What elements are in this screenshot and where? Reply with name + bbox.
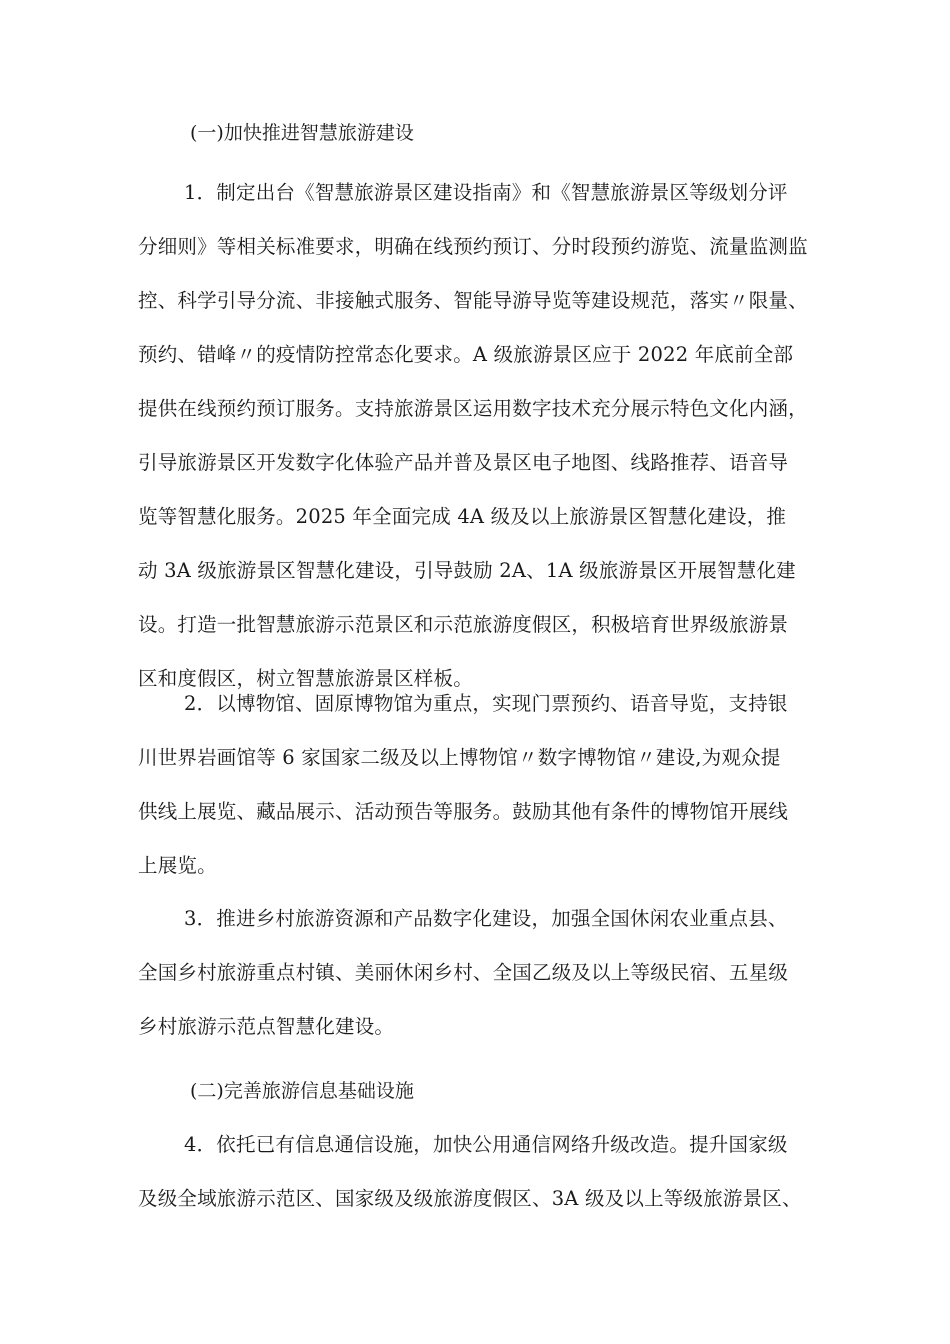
paragraph-line: 设。打造一批智慧旅游示范景区和示范旅游度假区，积极培育世界级旅游景	[138, 613, 789, 636]
paragraph-line: 2．以博物馆、固原博物馆为重点，实现门票预约、语音导览，支持银	[184, 692, 788, 715]
paragraph-line: 引导旅游景区开发数字化体验产品并普及景区电子地图、线路推荐、语音导	[138, 451, 789, 474]
paragraph-line: 乡村旅游示范点智慧化建设。	[138, 1015, 395, 1038]
section-heading-1: (一)加快推进智慧旅游建设	[190, 122, 414, 144]
paragraph-line: 全国乡村旅游重点村镇、美丽休闲乡村、全国乙级及以上等级民宿、五星级	[138, 961, 789, 984]
paragraph-line: 及级全域旅游示范区、国家级及级旅游度假区、3A 级及以上等级旅游景区、	[138, 1187, 802, 1210]
paragraph-line: 川世界岩画馆等 6 家国家二级及以上博物馆〃数字博物馆〃建设,为观众提	[138, 746, 781, 769]
paragraph-line: 控、科学引导分流、非接触式服务、智能导游导览等建设规范，落实〃限量、	[138, 289, 808, 312]
paragraph-line: 提供在线预约预订服务。支持旅游景区运用数字技术充分展示特色文化内涵，	[138, 397, 808, 420]
paragraph-line: 览等智慧化服务。2025 年全面完成 4A 级及以上旅游景区智慧化建设，推	[138, 505, 787, 528]
paragraph-line: 分细则》等相关标准要求，明确在线预约预订、分时段预约游览、流量监测监	[138, 235, 808, 258]
paragraph-line: 1．制定出台《智慧旅游景区建设指南》和《智慧旅游景区等级划分评	[184, 181, 788, 204]
paragraph-item-3	[138, 892, 828, 1054]
paragraph-item-1	[138, 166, 828, 706]
section-heading-2: (二)完善旅游信息基础设施	[190, 1080, 414, 1102]
paragraph-line: 上展览。	[138, 854, 217, 877]
paragraph-line: 预约、错峰〃的疫情防控常态化要求。A 级旅游景区应于 2022 年底前全部	[138, 343, 794, 366]
paragraph-line: 区和度假区，树立智慧旅游景区样板。	[138, 667, 473, 690]
paragraph-item-2	[138, 677, 828, 893]
paragraph-line: 4．依托已有信息通信设施，加快公用通信网络升级改造。提升国家级	[184, 1133, 788, 1156]
paragraph-line: 3．推进乡村旅游资源和产品数字化建设，加强全国休闲农业重点县、	[184, 907, 788, 930]
paragraph-line: 动 3A 级旅游景区智慧化建设，引导鼓励 2A、1A 级旅游景区开展智慧化建	[138, 559, 796, 582]
paragraph-item-4	[138, 1118, 828, 1226]
paragraph-line: 供线上展览、藏品展示、活动预告等服务。鼓励其他有条件的博物馆开展线	[138, 800, 789, 823]
